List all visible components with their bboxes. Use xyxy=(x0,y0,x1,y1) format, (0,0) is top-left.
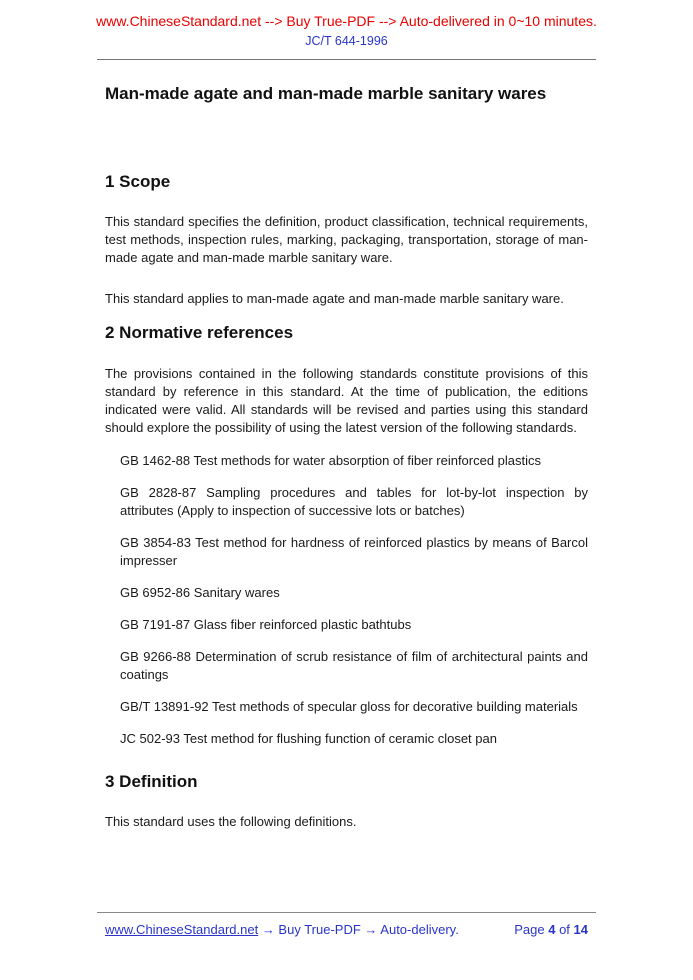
page-current: 4 xyxy=(548,922,556,937)
reference-item: GB 9266-88 Determination of scrub resistance of film of architectural paints and coatings xyxy=(120,649,588,682)
normative-paragraph: The provisions contained in the following standards constitute provisions of this standard by reference in this standard. At the time of publication, the editions indicated were valid. All standards will be revised and parties using this standard should explore the possibility of using the latest version of the following standards. xyxy=(105,366,588,435)
footer-left xyxy=(105,922,459,938)
definition-paragraph: This standard uses the following definitions. xyxy=(105,814,357,829)
page-label: Page xyxy=(514,922,545,937)
footer-tail-text: → Buy True-PDF → Auto-delivery. xyxy=(258,922,459,937)
reference-item: GB 2828-87 Sampling procedures and tables for lot-by-lot inspection by attributes (Apply to inspection of successive lots or batches) xyxy=(120,485,588,518)
document-content xyxy=(0,84,693,831)
reference-item: GB 1462-88 Test methods for water absorption of fiber reinforced plastics xyxy=(120,453,542,468)
section-heading-normative-references: 2 Normative references xyxy=(105,323,294,342)
footer-row xyxy=(97,922,596,938)
reference-item: GB 3854-83 Test method for hardness of reinforced plastics by means of Barcol impresser xyxy=(120,535,588,568)
reference-item: JC 502-93 Test method for flushing function of ceramic closet pan xyxy=(120,731,497,746)
document-title: Man-made agate and man-made marble sanitary wares xyxy=(105,84,547,103)
banner-link[interactable]: www.ChineseStandard.net --> Buy True-PDF --> Auto-delivered in 0~10 minutes. xyxy=(96,13,597,29)
reference-item: GB 7191-87 Glass fiber reinforced plastic bathtubs xyxy=(120,617,412,632)
doc-code: JC/T 644-1996 xyxy=(305,34,388,48)
page-total: 14 xyxy=(573,922,588,937)
of-label: of xyxy=(559,922,570,937)
scope-paragraph-1: This standard specifies the definition, product classification, technical requirements, test methods, inspection rules, marking, packaging, transportation, storage of man-made agate and man-made marble sanitary ware. xyxy=(105,214,588,265)
footer-link[interactable]: www.ChineseStandard.net xyxy=(105,922,259,937)
top-banner xyxy=(0,0,693,30)
section-heading-definition: 3 Definition xyxy=(105,772,198,791)
section-heading-scope: 1 Scope xyxy=(105,172,171,191)
page-indicator xyxy=(514,922,588,938)
page-footer xyxy=(97,912,596,938)
header-divider xyxy=(97,59,596,60)
scope-paragraph-2: This standard applies to man-made agate and man-made marble sanitary ware. xyxy=(105,291,564,306)
footer-divider xyxy=(97,912,596,913)
reference-item: GB/T 13891-92 Test methods of specular gloss for decorative building materials xyxy=(120,699,578,714)
reference-item: GB 6952-86 Sanitary wares xyxy=(120,585,280,600)
